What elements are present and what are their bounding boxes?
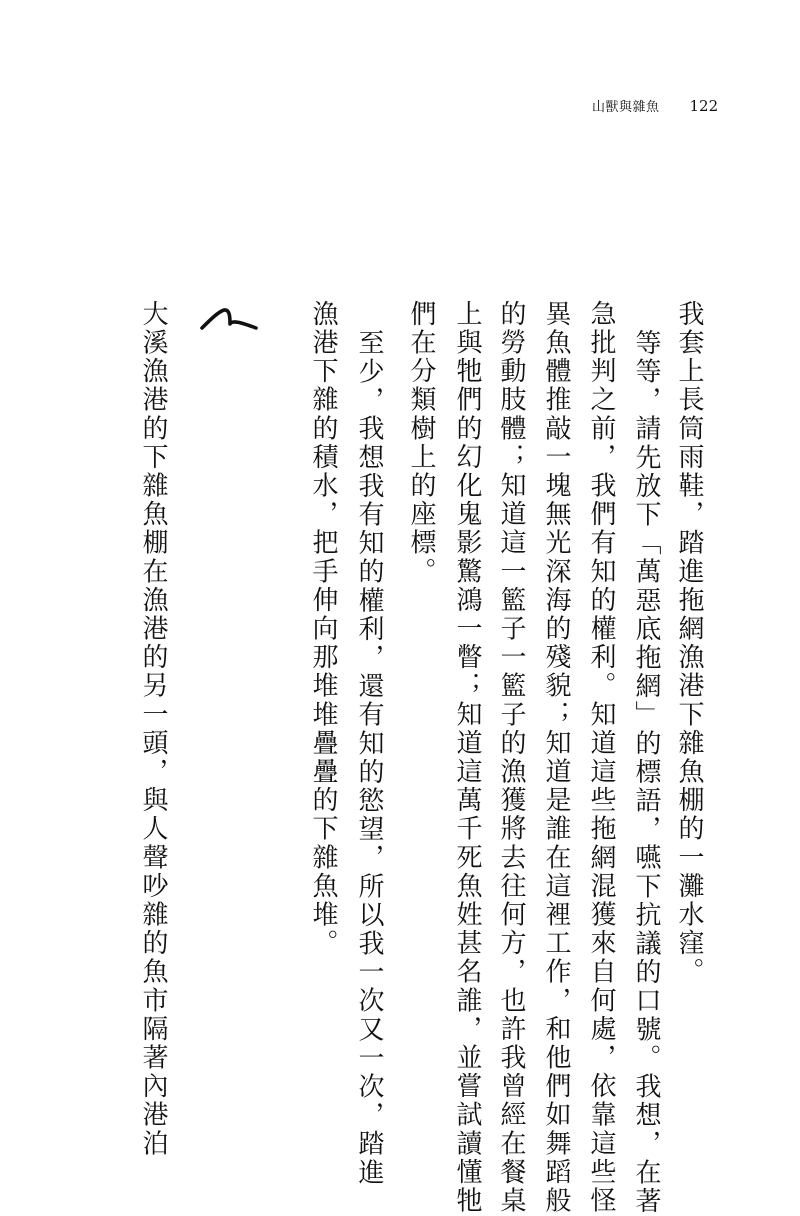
text-column-1: 我套上長筒雨鞋，踏進拖網漁港下雜魚棚的一灘水窪。 (674, 300, 704, 987)
section-break-icon (196, 302, 260, 338)
text-column-10: 大溪漁港的下雜魚棚在漁港的另一頭，與人聲吵雜的魚市隔著內港泊 (138, 300, 168, 1158)
page-number: 122 (689, 97, 719, 115)
text-column-3: 急批判之前，我們有知的權利。知道這些拖網混獲來自何處，依靠這些怪 (586, 300, 616, 1216)
text-column-4: 異魚體推敲一塊無光深海的殘貌；知道是誰在這裡工作，和他們如舞蹈般 (541, 300, 571, 1216)
text-column-8: 至少，我想我有知的權利，還有知的慾望，所以我一次又一次，踏進 (354, 329, 384, 1187)
text-column-2: 等等，請先放下「萬惡底拖網」的標語，嚥下抗議的口號。我想，在著 (631, 329, 661, 1216)
text-column-7: 們在分類樹上的座標。 (406, 300, 436, 586)
running-header (592, 96, 718, 115)
text-column-5: 的勞動肢體；知道這一籃子一籃子的漁獲將去往何方，也許我曾經在餐桌 (496, 300, 526, 1216)
book-title: 山獸與雜魚 (592, 100, 660, 115)
text-column-9: 漁港下雜的積水，把手伸向那堆堆疊疊的下雜魚堆。 (308, 300, 338, 958)
text-column-6: 上與牠們的幻化鬼影驚鴻一瞥；知道這萬千死魚姓甚名誰，並嘗試讀懂牠 (452, 300, 482, 1216)
